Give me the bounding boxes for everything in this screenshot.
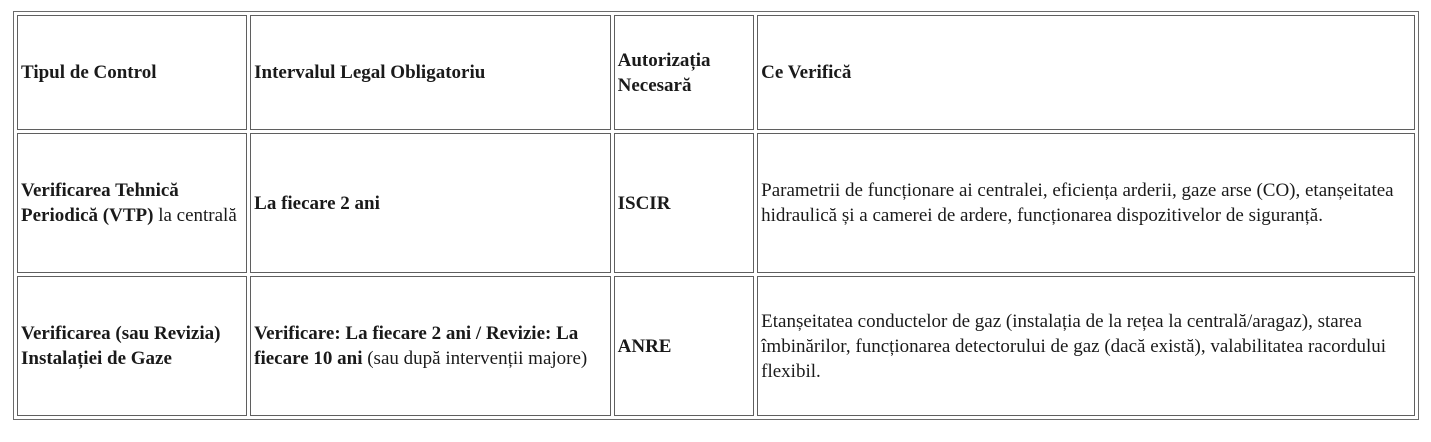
- cell-checks: Parametrii de funcționare ai centralei, eficiența arderii, gaze arse (CO), etanșeitatea hidraulică și a camerei de ardere, funcționarea dispozitivelor de siguranță.: [757, 133, 1415, 273]
- legal-interval-bold: La fiecare 2 ani: [254, 192, 380, 214]
- authorization-value: ANRE: [617, 335, 672, 357]
- cell-control-type: [17, 276, 247, 416]
- header-checks: Ce Verifică: [757, 15, 1415, 130]
- control-type-bold: Verificarea Tehnică Periodică (VTP): [21, 180, 179, 226]
- table-row: [17, 133, 1415, 273]
- header-authorization: Autorizația Necesară: [614, 15, 755, 130]
- table-header-row: [17, 15, 1415, 130]
- header-control-type: Tipul de Control: [17, 15, 247, 130]
- control-type-bold: Verificarea (sau Revizia) Instalației de Gaze: [21, 323, 221, 369]
- cell-authorization: [614, 133, 755, 273]
- header-legal-interval: Intervalul Legal Obligatoriu: [250, 15, 610, 130]
- table-wrapper: [13, 11, 1419, 420]
- cell-authorization: [614, 276, 755, 416]
- table-row: [17, 276, 1415, 416]
- cell-legal-interval: [250, 276, 610, 416]
- legal-interval-bold: Verificare: La fiecare 2 ani / Revizie: La fiecare 10 ani: [254, 323, 579, 369]
- control-type-rest: la centrală: [153, 205, 237, 226]
- cell-control-type: [17, 133, 247, 273]
- inspection-table: [13, 11, 1419, 420]
- authorization-value: ISCIR: [617, 192, 671, 214]
- cell-legal-interval: [250, 133, 610, 273]
- legal-interval-rest: (sau după intervenții majore): [362, 348, 588, 369]
- cell-checks: Etanșeitatea conductelor de gaz (instalația de la rețea la centrală/aragaz), starea îmbinărilor, funcționarea detectorului de gaz (dacă există), valabilitatea racordului flexibil.: [757, 276, 1415, 416]
